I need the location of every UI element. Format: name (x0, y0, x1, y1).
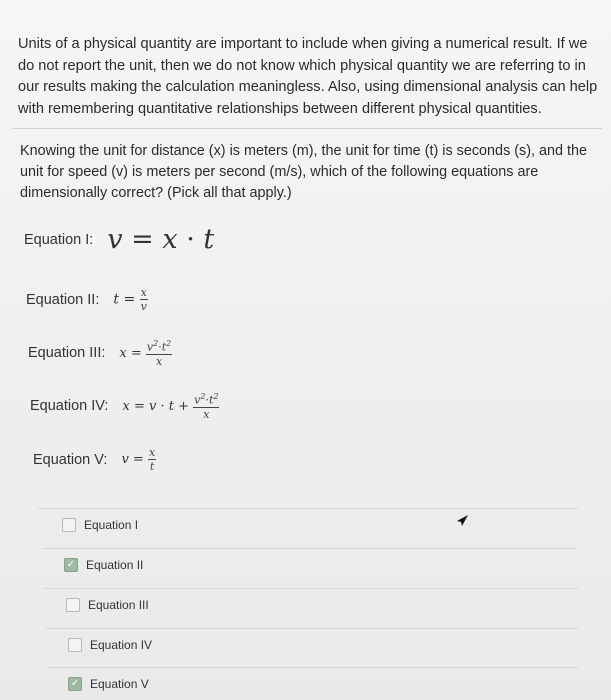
equation-1-label: Equation I: (24, 231, 94, 248)
checkbox[interactable] (66, 598, 80, 612)
option-divider (46, 628, 578, 629)
option-equation-4[interactable] (68, 638, 152, 652)
equation-3-label: Equation III: (28, 345, 106, 362)
checkbox-checked[interactable] (64, 558, 78, 572)
checkbox[interactable] (62, 518, 76, 532)
divider (12, 128, 602, 129)
check-icon: ✓ (66, 559, 76, 570)
checkbox-checked[interactable] (68, 677, 82, 691)
equation-1-formula: v = x · t (107, 224, 215, 255)
option-divider (44, 588, 578, 589)
equation-2-label: Equation II: (26, 291, 100, 308)
mouse-cursor-icon (455, 514, 469, 528)
option-label: Equation I (84, 518, 139, 532)
equation-5 (33, 447, 156, 472)
option-equation-1[interactable] (62, 518, 138, 532)
equation-1 (24, 224, 214, 255)
equation-4 (30, 393, 219, 420)
equation-2-formula: t = $\frac{x}{v}$ (113, 286, 147, 313)
equation-3 (28, 340, 172, 367)
option-equation-5[interactable] (68, 677, 149, 691)
equation-2 (26, 287, 148, 312)
equation-5-formula: v = $\frac{x}{t}$ (121, 446, 156, 473)
option-label: Equation V (90, 677, 149, 691)
option-divider (48, 667, 578, 668)
option-label: Equation II (86, 558, 144, 572)
intro-paragraph: Units of a physical quantity are important to include when giving a numerical result. If we do not report the unit, then we do not know which physical quantity we are referring to in our results making the calculation meaningless. Also, using dimensional analysis can help with remembering quantitative relationships between different physical quantities. (18, 36, 598, 117)
option-divider (38, 508, 578, 509)
option-label: Equation III (88, 598, 149, 612)
check-icon: ✓ (70, 678, 80, 689)
equation-4-formula: x = v · t + $\frac{v^2\cdot t^2}{x}$ (122, 392, 219, 421)
option-divider (42, 548, 577, 549)
equation-3-formula: x = $\frac{v^2\cdot t^2}{x}$ (119, 339, 172, 368)
question-paragraph: Knowing the unit for distance (x) is meters (m), the unit for time (t) is seconds (s), and the unit for speed (v) is meters per second (m/s), which of the following equations are dimensionally correct? (Pick all that apply.) (20, 143, 588, 201)
checkbox[interactable] (68, 638, 82, 652)
equation-4-label: Equation IV: (30, 398, 109, 415)
option-label: Equation IV (90, 638, 153, 652)
option-equation-3[interactable] (66, 598, 149, 612)
option-equation-2[interactable] (64, 558, 143, 572)
equation-5-label: Equation V: (33, 451, 108, 468)
